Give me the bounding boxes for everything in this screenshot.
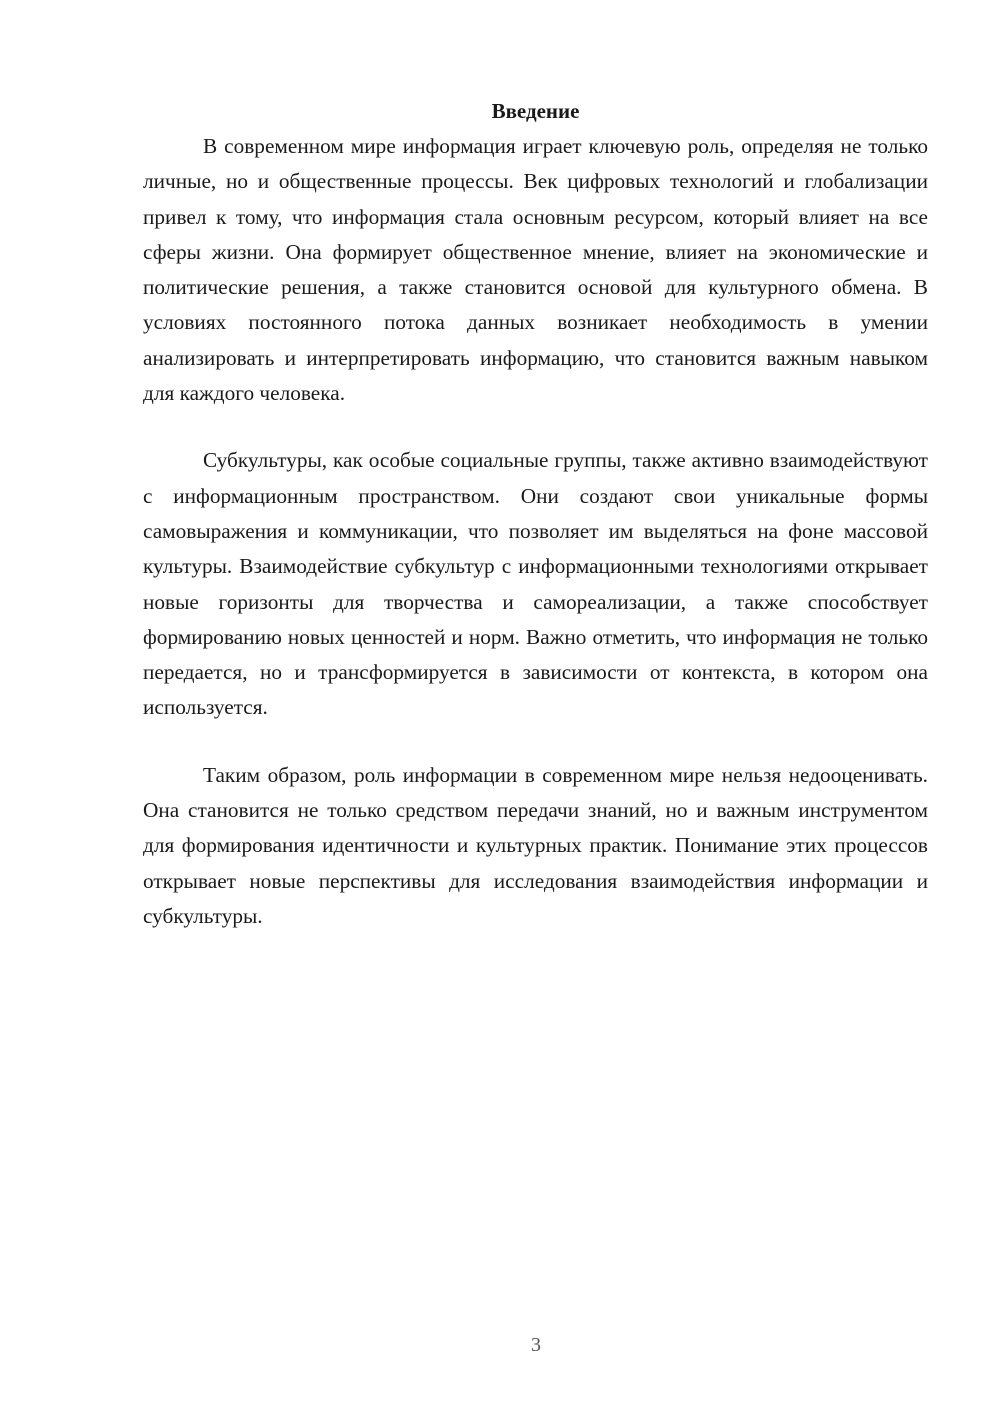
page-content — [143, 94, 928, 934]
paragraph-3: Таким образом, роль информации в современном мире нельзя недооценивать. Она становится не только средством передачи знаний, но и важным инструментом для формирования идентичности и культурных практик. Понимание этих процессов открывает новые перспективы для исследования взаимодействия информации и субкультуры. — [143, 762, 928, 928]
paragraph-2: Субкультуры, как особые социальные группы, также активно взаимодействуют с информационным пространством. Они создают свои уникальные формы самовыражения и коммуникации, что позволяет им выделяться на фоне массовой культуры. Взаимодействие субкультур с информационными технологиями открывает новые горизонты для творчества и самореализации, а также способствует формированию новых ценностей и норм. Важно отметить, что информация не только передается, но и трансформируется в зависимости от контекста, в котором она используется. — [143, 448, 928, 720]
section-heading: Введение — [491, 99, 580, 123]
page-number: 3 — [531, 1334, 541, 1356]
paragraph-1: В современном мире информация играет ключевую роль, определяя не только личные, но и общественные процессы. Век цифровых технологий и глобализации привел к тому, что информация стала основным ресурсом, который влияет на все сферы жизни. Она формирует общественное мнение, влияет на экономические и политические решения, а также становится основой для культурного обмена. В условиях постоянного потока данных возникает необходимость в умении анализировать и интерпретировать информацию, что становится важным навыком для каждого человека. — [143, 134, 928, 406]
